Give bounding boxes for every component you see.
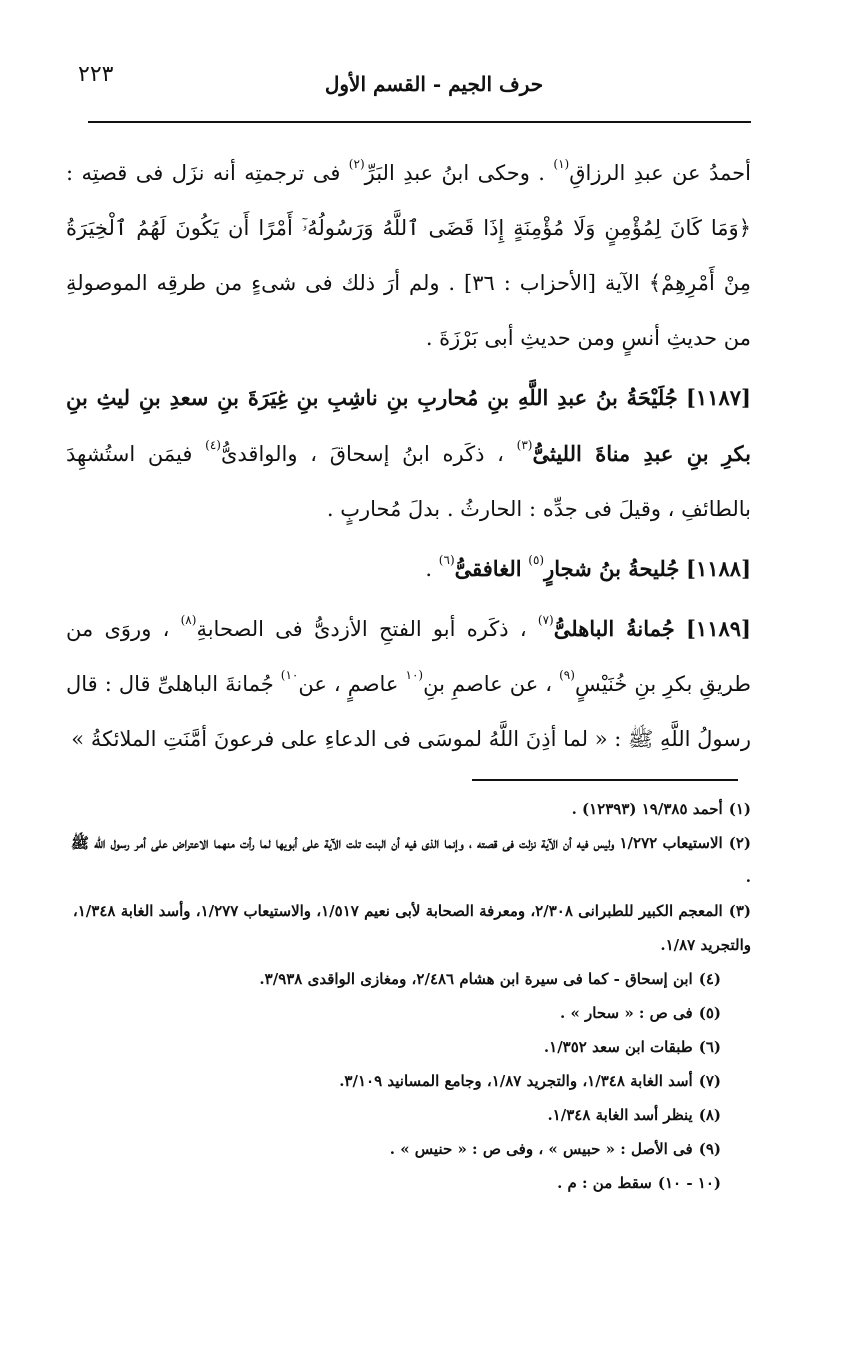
- footnote-separator: [472, 779, 738, 781]
- footnote: [66, 1098, 751, 1132]
- entry-1189: [66, 601, 751, 767]
- footnote-number: (٥): [698, 1004, 721, 1022]
- footnote: [66, 1030, 751, 1064]
- text-segment: أحمدُ عن عبدِ الرزاقِ: [569, 161, 751, 185]
- footnote-number: (١): [728, 800, 751, 818]
- footnote-ref: (٣): [516, 438, 533, 452]
- footnote-ref: (٢): [348, 157, 365, 171]
- footnote-number: (٣): [728, 902, 751, 920]
- entry-number: [١١٨٧]: [685, 385, 751, 410]
- entry-name: جُلَيْحَةُ بنُ عبدِ اللَّهِ بنِ مُحاربِ بنِ ناشِبِ بنِ غِيَرَةَ بنِ سعدِ بنِ ليثِ بنِ بكرِ بنِ عبدِ مناةَ الليثىُّ: [66, 385, 751, 466]
- footnote: [66, 1132, 751, 1166]
- entry-1188: [66, 541, 751, 597]
- footnote-text: ينظر أسد الغابة ١/٣٤٨.: [547, 1106, 693, 1124]
- footnote-number: (٢): [728, 834, 751, 852]
- text-segment: فيمَن استُشهِدَ بالطائفِ ، وقيلَ فى جدِّه : الحارثُ . بدلَ مُحاربٍ .: [66, 442, 751, 521]
- footnote: [66, 962, 751, 996]
- footnote-ref: (٧): [537, 613, 554, 627]
- entry-1187: [66, 370, 751, 537]
- running-title: حرف الجيم - القسم الأول: [324, 72, 544, 96]
- footnote: [66, 1166, 751, 1200]
- footnote-number: (٩): [698, 1140, 721, 1158]
- footnote-text: المعجم الكبير للطبرانى ٢/٣٠٨، ومعرفة الصحابة لأبى نعيم ١/٥١٧، والاستيعاب ١/٢٧٧، وأسد الغابة ١/٣٤٨، والتجريد ١/٨٧.: [72, 902, 751, 954]
- entry-number: [١١٨٨]: [686, 556, 751, 581]
- footnote-ref: (١): [553, 157, 570, 171]
- footnote-text: ابن إسحاق - كما فى سيرة ابن هشام ٢/٤٨٦، ومغازى الواقدى ٣/٩٣٨.: [259, 970, 693, 988]
- footnote-number: (٤): [698, 970, 721, 988]
- footnote-text: سقط من : م .: [557, 1174, 652, 1192]
- text-segment: ، ذكَره أبو الفتحِ الأزدىُّ فى الصحابةِ: [196, 617, 527, 641]
- footnote-text: طبقات ابن سعد ١/٣٥٢.: [543, 1038, 693, 1056]
- footnote: [66, 826, 751, 894]
- text-segment: .: [425, 557, 433, 581]
- footnote-ref: (٥): [528, 553, 545, 567]
- footnote-ref: (٦): [438, 553, 455, 567]
- text-segment: ، عن عاصمِ بنِ: [423, 672, 553, 696]
- text-segment: . وحكى ابنُ عبدِ البَرِّ: [364, 161, 545, 185]
- paragraph-continuation: [66, 146, 751, 366]
- text-segment: فى ترجمتِه أنه نزَل فى قصتِه : ﴿وَمَا كَانَ لِمُؤْمِنٍ وَلَا مُؤْمِنَةٍ إِذَا قَضَى ٱللَّهُ وَرَسُولُهُۥٓ أَمْرًا أَن يَكُونَ لَهُمُ ٱلْخِيَرَةُ مِنْ أَمْرِهِمْ﴾ الآية [الأحزاب : ٣٦] . ولم أرَ ذلك فى شىءٍ من طرقِه الموصولةِ من حديثِ أنسٍ ومن حديثِ أبى بَرْزَةَ .: [66, 161, 751, 350]
- footnote-number: (٨): [698, 1106, 721, 1124]
- footnote-number: (٧): [698, 1072, 721, 1090]
- footnotes: [66, 792, 751, 1200]
- footnote-text: الاستيعاب ١/٢٧٢ وليس فيه أن الآية نزلت فى قصته ، وإنما الذى فيه أن البنت تلت الآية على أبويها لما رأت منهما الاعتراض على أمر رسول الله ﷺ .: [70, 834, 751, 886]
- footnote-ref: ١٠): [280, 668, 299, 682]
- footnote-ref: (٩): [559, 668, 575, 682]
- footnote-text: فى ص : « سحار » .: [560, 1004, 693, 1022]
- header-rule: [88, 121, 751, 123]
- text-segment: ، وروَى من طريقِ بكرِ بنِ خُنَيْسٍ: [66, 617, 751, 696]
- footnote: [66, 1064, 751, 1098]
- footnote-text: أحمد ١٩/٣٨٥ (١٢٣٩٣) .: [571, 800, 723, 818]
- entry-name: جُليحةُ بنُ شجارٍ: [544, 556, 680, 581]
- footnote: [66, 792, 751, 826]
- footnote-ref: (٨): [180, 613, 197, 627]
- footnote-number: (١٠ - ١٠): [657, 1174, 721, 1192]
- entry-number: [١١٨٩]: [685, 616, 751, 641]
- page-number: ٢٢٣: [78, 62, 114, 87]
- footnote-text: فى الأصل : « حبيس » ، وفى ص : « حنيس » .: [389, 1140, 693, 1158]
- footnote-number: (٦): [698, 1038, 721, 1056]
- footnote: [66, 996, 751, 1030]
- footnote: [66, 894, 751, 962]
- entry-name: الغافقىُّ: [454, 556, 522, 581]
- text-segment: ، ذكَره ابنُ إسحاقَ ، والواقدىُّ: [220, 442, 504, 466]
- main-text: [66, 146, 751, 767]
- footnote-ref: (١٠: [405, 668, 424, 682]
- footnote-text: أسد الغابة ١/٣٤٨، والتجريد ١/٨٧، وجامع المسانيد ٣/١٠٩.: [339, 1072, 693, 1090]
- entry-name: جُمانةُ الباهلىُّ: [553, 616, 675, 641]
- text-segment: جُمانةَ الباهلىِّ قال : قال رسولُ اللَّهِ ﷺ : « لما أذِنَ اللَّهُ لموسَى فى الدعاءِ على فرعونَ أمَّنَتِ الملائكةُ »: [66, 672, 751, 751]
- footnote-ref: (٤): [205, 438, 221, 452]
- text-segment: عاصمٍ ، عن: [298, 672, 399, 696]
